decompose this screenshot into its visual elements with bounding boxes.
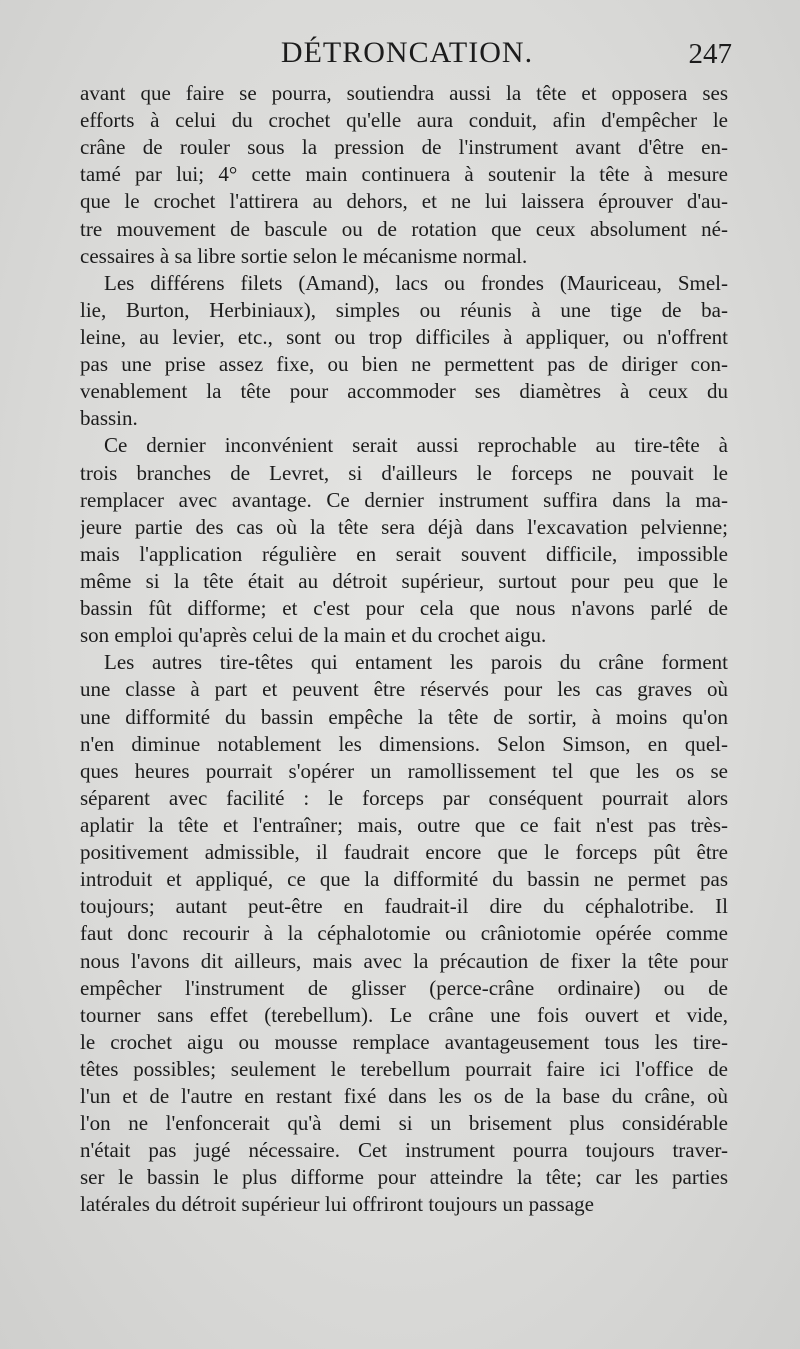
text-line: Les autres tire-têtes qui entament les parois du crâne forment — [104, 650, 728, 675]
text-line: bassin fût difforme; et c'est pour cela que nous n'avons parlé de — [80, 596, 728, 621]
running-head: DÉTRONCATION. — [280, 36, 534, 69]
text-line: venablement la tête pour accommoder ses diamètres à ceux du — [80, 379, 728, 404]
text-line: tre mouvement de bascule ou de rotation que ceux absolument né- — [80, 216, 728, 241]
text-line: trois branches de Levret, si d'ailleurs le forceps ne pouvait le — [80, 460, 728, 485]
text-line: nous l'avons dit ailleurs, mais avec la précaution de fixer la tête pour — [80, 948, 728, 973]
text-line: latérales du détroit supérieur lui offriront toujours un passage — [80, 1192, 594, 1217]
text-line: lie, Burton, Herbiniaux), simples ou réunis à une tige de ba- — [80, 297, 728, 322]
text-line: toujours; autant peut-être en faudrait-il dire du céphalotribe. Il — [80, 894, 728, 919]
text-line: remplacer avec avantage. Ce dernier instrument suffira dans la ma- — [80, 487, 728, 512]
text-line: même si la tête était au détroit supérieur, surtout pour peu que le — [80, 568, 728, 593]
body-text — [80, 80, 728, 1219]
text-line: Ce dernier inconvénient serait aussi reprochable au tire-tête à — [104, 433, 728, 458]
text-line: pas une prise assez fixe, ou bien ne permettent pas de diriger con- — [80, 352, 728, 377]
text-line: tourner sans effet (terebellum). Le crâne une fois ouvert et vide, — [80, 1002, 728, 1027]
text-line: son emploi qu'après celui de la main et du crochet aigu. — [80, 623, 547, 648]
text-line: n'était pas jugé nécessaire. Cet instrument pourra toujours traver- — [80, 1138, 728, 1163]
text-line: cessaires à sa libre sortie selon le mécanisme normal. — [80, 243, 528, 268]
text-line: aplatir la tête et l'entraîner; mais, outre que ce fait n'est pas très- — [80, 812, 728, 837]
text-line: têtes possibles; seulement le terebellum pourrait faire ici l'office de — [80, 1056, 728, 1081]
text-line: introduit et appliqué, ce que la difformité du bassin ne permet pas — [80, 867, 728, 892]
text-line: avant que faire se pourra, soutiendra aussi la tête et opposera ses — [80, 81, 728, 105]
text-line: tamé par lui; 4° cette main continuera à soutenir la tête à mesure — [80, 162, 728, 187]
text-line: crâne de rouler sous la pression de l'instrument avant d'être en- — [80, 135, 728, 160]
text-line: bassin. — [80, 406, 138, 431]
text-line: séparent avec facilité : le forceps par conséquent pourrait alors — [80, 785, 728, 810]
text-line: le crochet aigu ou mousse remplace avantageusement tous les tire- — [80, 1029, 728, 1054]
text-line: ques heures pourrait s'opérer un ramollissement tel que les os se — [80, 758, 728, 783]
text-line: l'un et de l'autre en restant fixé dans les os de la base du crâne, où — [80, 1084, 728, 1109]
paragraph — [80, 270, 728, 433]
text-line: positivement admissible, il faudrait encore que le forceps pût être — [80, 840, 728, 865]
text-line: une classe à part et peuvent être réservés pour les cas graves où — [80, 677, 728, 702]
text-line: mais l'application régulière en serait souvent difficile, impossible — [80, 541, 728, 566]
paragraph — [80, 649, 728, 1218]
paragraph — [80, 80, 728, 270]
text-line: n'en diminue notablement les dimensions. Selon Simson, en quel- — [80, 731, 728, 756]
text-line: ser le bassin le plus difforme pour atteindre la tête; car les parties — [80, 1165, 728, 1190]
page-header — [82, 36, 732, 76]
text-line: efforts à celui du crochet qu'elle aura conduit, afin d'empêcher le — [80, 108, 728, 133]
text-line: empêcher l'instrument de glisser (perce-crâne ordinaire) ou de — [80, 975, 728, 1000]
text-line: l'on ne l'enfoncerait qu'à demi si un brisement plus considérable — [80, 1111, 728, 1136]
text-line: faut donc recourir à la céphalotomie ou crâniotomie opérée comme — [80, 921, 728, 946]
text-line: une difformité du bassin empêche la tête de sortir, à moins qu'on — [80, 704, 728, 729]
text-line: jeure partie des cas où la tête sera déjà dans l'excavation pelvienne; — [80, 514, 728, 539]
text-line: que le crochet l'attirera au dehors, et ne lui laissera éprouver d'au- — [80, 189, 728, 214]
page-number: 247 — [688, 38, 732, 70]
text-line: Les différens filets (Amand), lacs ou frondes (Mauriceau, Smel- — [104, 270, 728, 295]
text-line: leine, au levier, etc., sont ou trop difficiles à appliquer, ou n'offrent — [80, 324, 728, 349]
paragraph — [80, 432, 728, 649]
